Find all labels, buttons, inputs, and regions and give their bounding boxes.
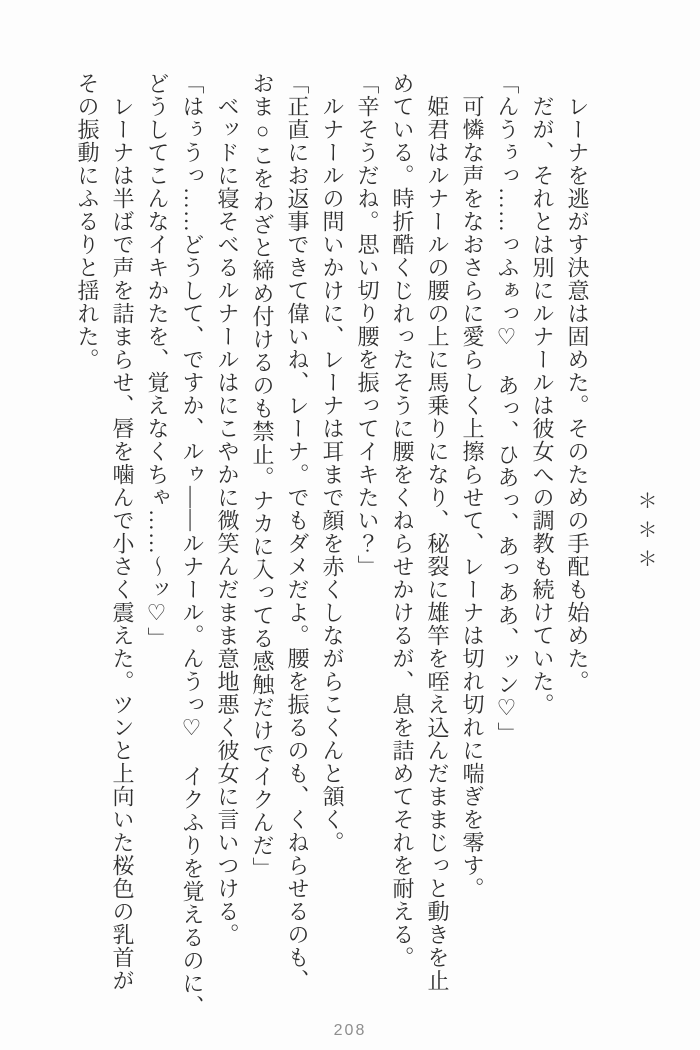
text-column: ベッドに寝そべるルナールはにこやかに微笑んだまま意地悪く彼女に言いつける。 bbox=[215, 72, 240, 946]
text-area bbox=[70, 72, 662, 1018]
text-column: めている。時折酷くじれったそうに腰をくねらせかけるが、息を詰めてそれを耐える。 bbox=[390, 72, 415, 969]
page-number: 208 bbox=[333, 1022, 367, 1039]
text-column: どうしてこんなイキかたを、覚えなくちゃ……〜ッ♡」 bbox=[145, 72, 170, 650]
scene-break-marker: ＊＊＊ bbox=[634, 490, 656, 577]
text-column: 「はぅうっ……どうして、ですか、ルゥ――ルナール。んうっ♡ イクふりを覚えるのに、 bbox=[180, 72, 205, 1018]
text-column: その振動にふるりと揺れた。 bbox=[75, 72, 100, 371]
text-column: レーナは半ばで声を詰まらせ、唇を噛んで小さく震えた。ツンと上向いた桜色の乳首が bbox=[110, 72, 135, 992]
text-column: 姫君はルナールの腰の上に馬乗りになり、秘裂に雄竿を咥え込んだままじっと動きを止 bbox=[425, 72, 450, 992]
text-column: 「辛そうだね。思い切り腰を振ってイキたい？」 bbox=[355, 72, 380, 578]
text-column: レーナを逃がす決意は固めた。そのための手配も始めた。 bbox=[565, 72, 590, 693]
text-column: 「んうぅっ……っふぁっ♡ あっ、ひあっ、あっああ、ッン♡」 bbox=[495, 72, 520, 745]
text-column: 可憐な声をなおさらに愛らしく上擦らせて、レーナは切れ切れに喘ぎを零す。 bbox=[460, 72, 485, 900]
text-column: ルナールの問いかけに、レーナは耳まで顔を赤くしながらこくんと頷く。 bbox=[320, 72, 345, 854]
text-column: おま○こをわざと締め付けるのも禁止。ナカに入ってる感触だけでイクんだ」 bbox=[250, 72, 275, 880]
text-column: だが、それとは別にルナールは彼女への調教も続けていた。 bbox=[530, 72, 555, 716]
text-column: 「正直にお返事できて偉いね、レーナ。でもダメだよ。腰を振るのも、くねらせるのも、 bbox=[285, 72, 310, 992]
